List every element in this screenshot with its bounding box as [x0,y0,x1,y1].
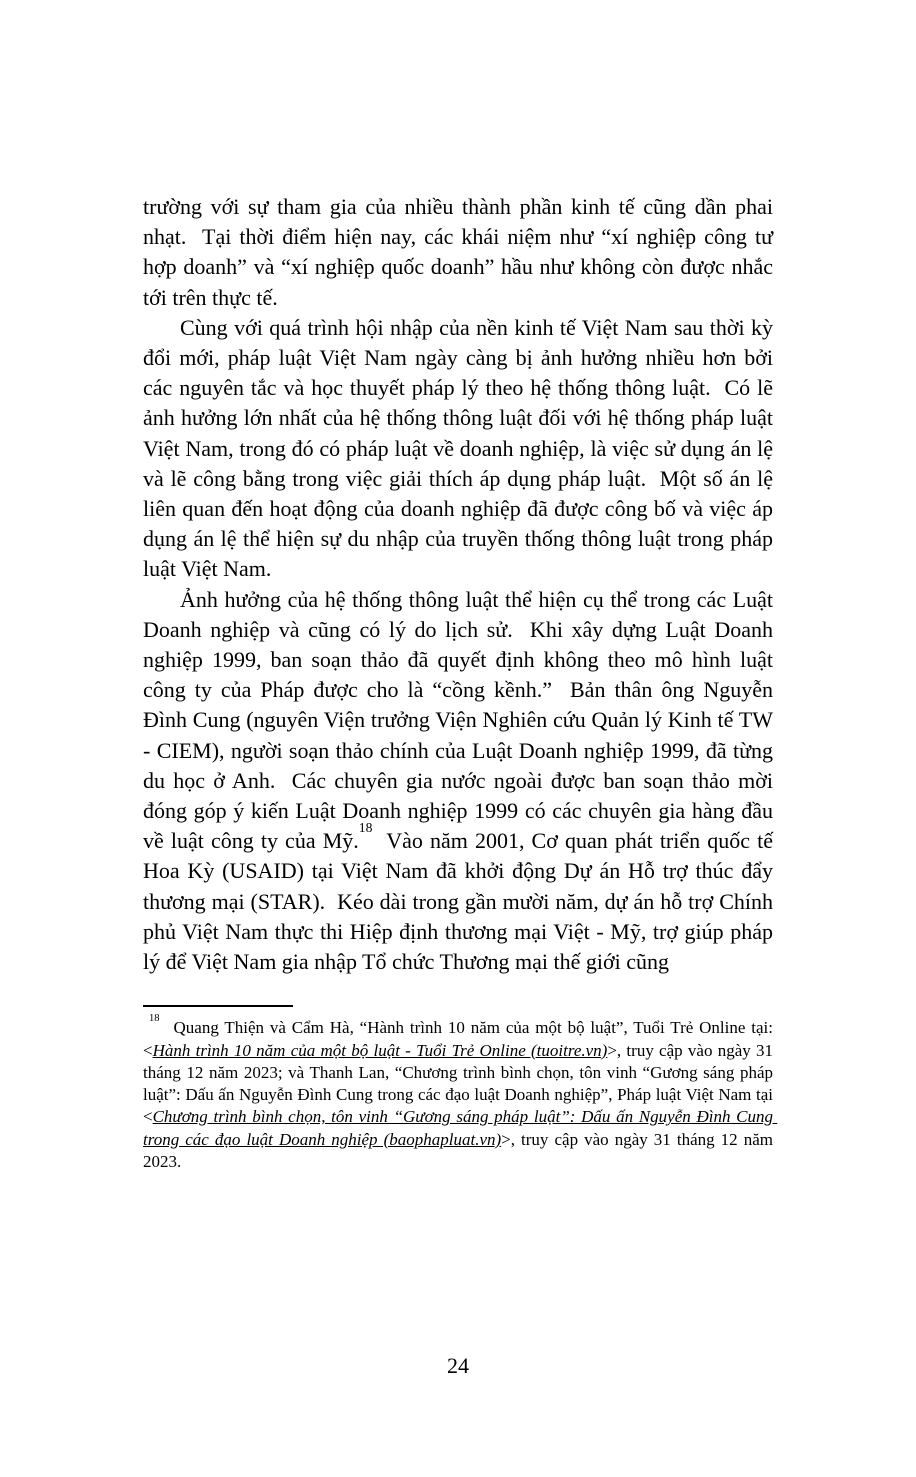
paragraph-text: Ảnh hưởng của hệ thống thông luật thể hiện cụ thể trong các Luật Doanh nghiệp và cũng có lý do lịch sử. Khi xây dựng Luật Doanh nghiệp 1999, ban soạn thảo đã quyết định không theo mô hình luật công ty của Pháp được cho là “cồng kềnh.” Bản thân ông Nguyễn Đình Cung (nguyên Viện trưởng Viện Nghiên cứu Quản lý Kinh tế TW - CIEM), người soạn thảo chính của Luật Doanh nghiệp 1999, đã từng du học ở Anh. Các chuyên gia nước ngoài được ban soạn thảo mời đóng góp ý kiến Luật Doanh nghiệp 1999 có các chuyên gia hàng đầu về luật công ty của Mỹ. [143,586,779,854]
footnote-link-baophapluat[interactable]: Chương trình bình chọn, tôn vinh “Gương sáng pháp luật”: Dấu ấn Nguyễn Đình Cung trong các đạo luật Doanh nghiệp (baophapluat.vn) [143,1107,778,1149]
footnote-text: Quang Thiện và Cẩm Hà, “Hành trình 10 năm của một bộ luật”, Tuổi Trẻ Online tại: < [143,1018,778,1060]
footnote-link-tuoitre[interactable]: Hành trình 10 năm của một bộ luật - Tuổi Trẻ Online (tuoitre.vn) [152,1040,608,1060]
paragraph-text: Vào năm 2001, Cơ quan phát triển quốc tế Hoa Kỳ (USAID) tại Việt Nam đã khởi động Dự án Hỗ trợ thúc đẩy thương mại (STAR). Kéo dài trong gần mười năm, dự án hỗ trợ Chính phủ Việt Nam thực thi Hiệp định thương mại Việt - Mỹ, trợ giúp pháp lý để Việt Nam gia nhập Tổ chức Thương mại thế giới cũng [143,828,779,975]
body-paragraph [143,585,779,978]
page-number: 24 [447,1353,469,1378]
footnote-marker: 18 [149,1012,160,1024]
footnote-reference: 18 [358,820,373,836]
body-paragraph: Cùng với quá trình hội nhập của nền kinh tế Việt Nam sau thời kỳ đổi mới, pháp luật Việt Nam ngày càng bị ảnh hưởng nhiều hơn bởi các nguyên tắc và học thuyết pháp lý theo hệ thống thông luật. Có lẽ ảnh hưởng lớn nhất của hệ thống thông luật đối với hệ thống pháp luật Việt Nam, trong đó có pháp luật về doanh nghiệp, là việc sử dụng án lệ và lẽ công bằng trong việc giải thích áp dụng pháp luật. Một số án lệ liên quan đến hoạt động của doanh nghiệp đã được công bố và việc áp dụng án lệ thể hiện sự du nhập của truyền thống thông luật trong pháp luật Việt Nam. [143,314,779,582]
body-paragraph: trường với sự tham gia của nhiều thành phần kinh tế cũng dần phai nhạt. Tại thời điểm hiện nay, các khái niệm như “xí nghiệp công tư hợp doanh” và “xí nghiệp quốc doanh” hầu như không còn được nhắc tới trên thực tế. [143,194,779,310]
footnote-section [143,1005,778,1173]
footnote-text: >, truy cập vào ngày 31 tháng 12 năm 2023; và Thanh Lan, “Chương trình bình chọn, tôn vinh “Gương sáng pháp luật”: Dấu ấn Nguyễn Đình Cung trong các đạo luật Doanh nghiệp”, Pháp luật Việt Nam tại < [143,1040,778,1127]
body-text [143,192,779,977]
footnote-separator-rule [143,1005,293,1007]
footnote-text: >, truy cập vào ngày 31 tháng 12 năm 2023. [143,1129,778,1172]
footnote [143,1012,778,1173]
